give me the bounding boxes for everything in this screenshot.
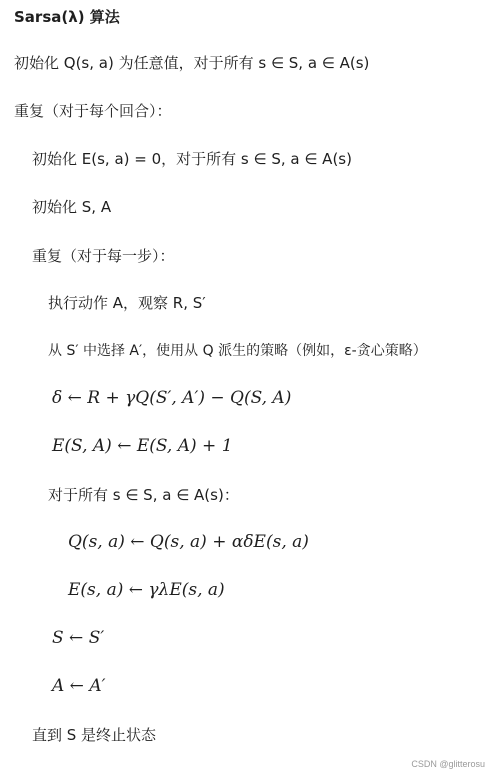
line-until: 直到 S 是终止状态	[32, 726, 157, 744]
line-s-assign: S ← S′	[52, 628, 105, 648]
line-take-action: 执行动作 A，观察 R, S′	[48, 294, 206, 312]
line-init-q: 初始化 Q(s, a) 为任意值，对于所有 s ∈ S, a ∈ A(s)	[14, 54, 370, 72]
line-repeat-episode: 重复（对于每个回合）：	[14, 102, 172, 120]
line-e-decay: E(s, a) ← γλE(s, a)	[68, 580, 225, 600]
watermark: CSDN @glitterosu	[411, 759, 485, 769]
line-init-sa: 初始化 S, A	[32, 198, 112, 216]
line-delta-update: δ ← R + γQ(S′, A′) − Q(S, A)	[52, 388, 292, 408]
line-repeat-step: 重复（对于每一步）：	[32, 247, 175, 265]
line-init-e: 初始化 E(s, a) = 0，对于所有 s ∈ S, a ∈ A(s)	[32, 150, 352, 168]
line-q-update: Q(s, a) ← Q(s, a) + αδE(s, a)	[68, 532, 309, 552]
line-choose-action: 从 S′ 中选择 A′，使用从 Q 派生的策略（例如，ε-贪心策略）	[48, 343, 427, 359]
line-for-all: 对于所有 s ∈ S, a ∈ A(s)：	[48, 486, 239, 504]
algorithm-title: Sarsa(λ) 算法	[14, 8, 120, 26]
line-a-assign: A ← A′	[52, 676, 106, 696]
line-e-increment: E(S, A) ← E(S, A) + 1	[52, 436, 233, 456]
